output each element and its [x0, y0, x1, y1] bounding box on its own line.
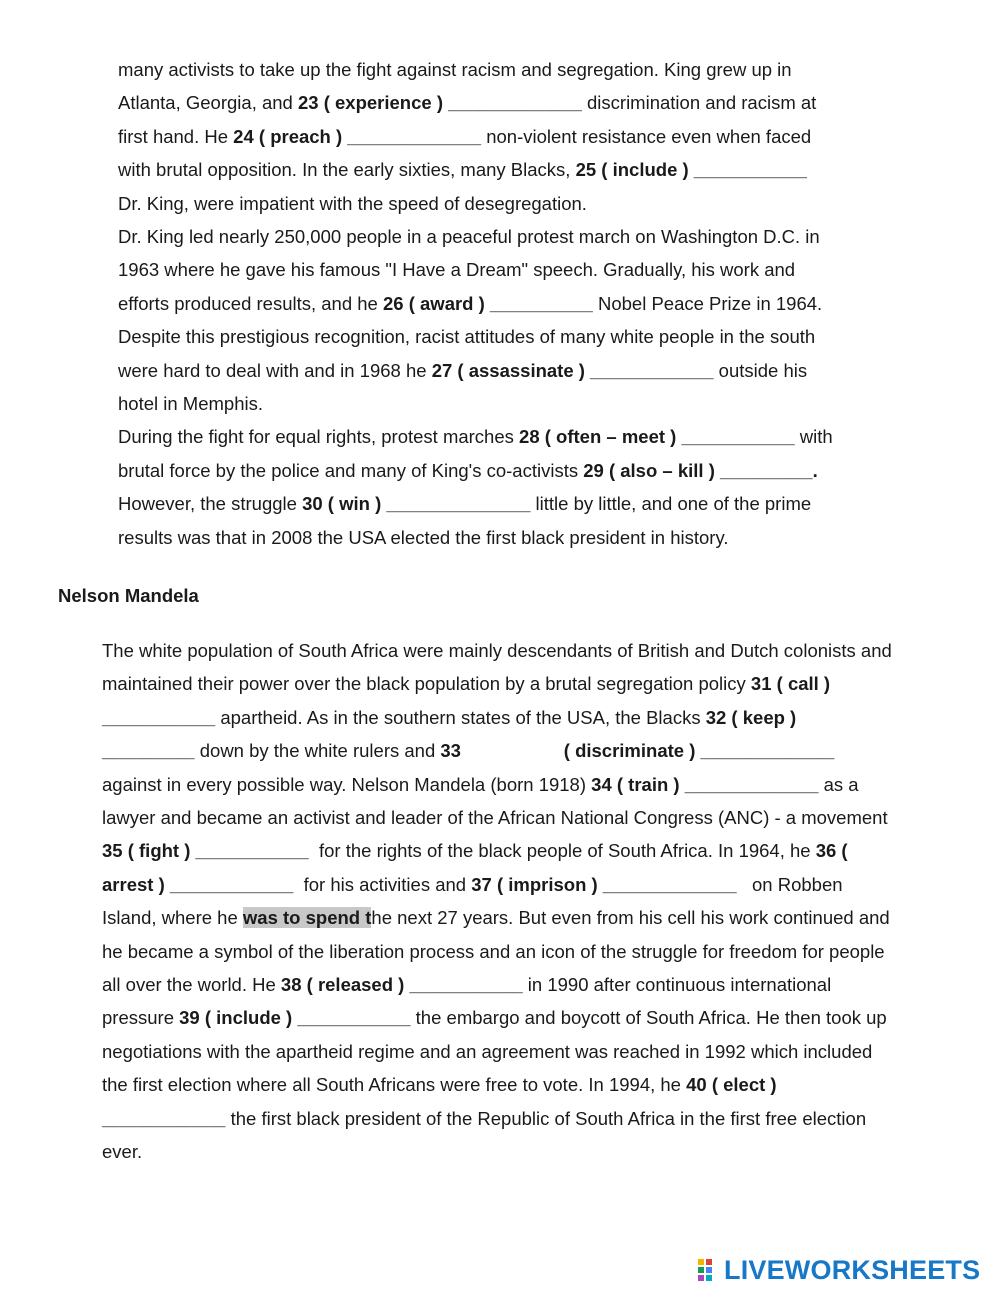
text-line: [102, 667, 830, 700]
blank-prompt: 35 ( fight ) ___________: [102, 840, 309, 862]
text-line: [102, 1068, 777, 1101]
text-line: [118, 53, 792, 86]
text-line: [118, 86, 816, 119]
blank-prompt: 39 ( include ) ___________: [179, 1007, 411, 1029]
text-line: [118, 253, 795, 286]
text-line: [102, 1001, 887, 1034]
blank-prompt: _________: [102, 740, 195, 762]
text-segment: apartheid. As in the southern states of the USA, the Blacks: [215, 706, 706, 728]
text-segment: The white population of South Africa were mainly descendants of British and Dutch colonists and: [102, 640, 892, 661]
text-line: [118, 420, 833, 453]
text-line: [118, 320, 815, 353]
text-line: [118, 187, 587, 220]
highlighted-text: was to spend t: [242, 907, 372, 929]
text-segment: many activists to take up the fight against racism and segregation. King grew up in: [118, 59, 792, 80]
text-segment: discrimination and racism at: [581, 92, 817, 114]
text-line: [118, 454, 818, 487]
text-segment: hotel in Memphis.: [118, 393, 263, 414]
text-segment: brutal force by the police and many of King's co-activists: [118, 459, 584, 481]
text-segment: 1963 where he gave his famous "I Have a Dream" speech. Gradually, his work and: [118, 259, 796, 281]
text-line: [102, 834, 848, 867]
blank-prompt: 33 ( discriminate ) _____________: [440, 740, 835, 762]
text-line: [102, 1035, 872, 1068]
liveworksheets-logo[interactable]: [698, 1255, 980, 1285]
blank-prompt: 27 ( assassinate ) ____________: [431, 359, 714, 381]
blank-prompt: 38 ( released ) ___________: [280, 974, 523, 995]
blank-prompt: 24 ( preach ) _____________: [233, 125, 482, 147]
text-segment: outside his: [713, 359, 808, 381]
text-segment: negotiations with the apartheid regime and an agreement was reached in 1992 which included: [102, 1040, 873, 1062]
text-segment: lawyer and became an activist and leader of the African National Congress (ANC) - a movement: [102, 807, 888, 828]
blank-prompt: 37 ( imprison ) _____________: [471, 873, 737, 895]
text-line: [118, 153, 807, 186]
text-segment: Despite this prestigious recognition, racist attitudes of many white people in the south: [118, 326, 816, 348]
blank-prompt: 26 ( award ) __________: [383, 292, 593, 314]
blank-prompt: 40 ( elect ): [686, 1074, 777, 1096]
text-segment: on Robben: [736, 873, 843, 895]
text-segment: first hand. He: [118, 125, 234, 147]
text-segment: the first election where all South Africans were free to vote. In 1994, he: [102, 1074, 687, 1096]
text-line: [118, 387, 263, 420]
blank-prompt: 31 ( call ): [750, 673, 831, 695]
blank-prompt: ____________: [102, 1107, 226, 1129]
text-line: [102, 768, 859, 801]
text-line: [118, 220, 820, 253]
text-segment: non-violent resistance even when faced: [481, 125, 812, 147]
text-line: [118, 487, 811, 520]
text-segment: all over the world. He: [102, 974, 281, 995]
text-line: [102, 634, 892, 667]
text-line: [102, 968, 831, 1001]
blank-prompt: 28 ( often – meet ) ___________: [519, 426, 795, 448]
text-segment: Island, where he: [102, 907, 243, 929]
text-segment: pressure: [102, 1007, 180, 1029]
text-line: [102, 1135, 142, 1168]
blank-prompt: 32 ( keep ): [705, 706, 797, 728]
text-segment: maintained their power over the black population by a brutal segregation policy: [102, 673, 751, 695]
text-line: [102, 868, 843, 901]
blank-prompt: 23 ( experience ) _____________: [297, 92, 582, 114]
blank-prompt: 34 ( train ) _____________: [591, 773, 819, 795]
text-segment: with: [794, 426, 833, 448]
text-segment: the first black president of the Republic of South Africa in the first free election: [225, 1107, 867, 1129]
text-segment: the embargo and boycott of South Africa. He then took up: [410, 1007, 887, 1029]
text-line: [102, 701, 796, 734]
text-line: [118, 120, 811, 153]
section-heading: Nelson Mandela: [58, 585, 199, 606]
text-segment: Nobel Peace Prize in 1964.: [592, 292, 823, 314]
text-line: [102, 901, 890, 934]
text-line: [102, 935, 885, 968]
text-line: [102, 1102, 866, 1135]
text-line: [102, 801, 888, 834]
text-segment: down by the white rulers and: [194, 740, 441, 762]
text-segment: against in every possible way. Nelson Mandela (born 1918): [102, 773, 592, 795]
text-segment: in 1990 after continuous international: [522, 974, 832, 995]
text-segment: were hard to deal with and in 1968 he: [118, 359, 432, 381]
text-segment: as a: [818, 773, 859, 795]
text-segment: Atlanta, Georgia, and: [118, 92, 298, 114]
blank-prompt: 25 ( include ) ___________: [575, 159, 807, 181]
text-segment: with brutal opposition. In the early sixties, many Blacks,: [118, 159, 576, 181]
text-segment: Dr. King led nearly 250,000 people in a peaceful protest march on Washington D.C. in: [118, 226, 820, 247]
text-segment: However, the struggle: [118, 493, 303, 515]
text-segment: Dr. King, were impatient with the speed of desegregation.: [118, 192, 587, 214]
blank-prompt: 29 ( also – kill ) _________.: [583, 459, 818, 481]
text-line: [118, 287, 822, 320]
text-line: [118, 521, 728, 554]
blank-prompt: 30 ( win ) ______________: [302, 493, 531, 515]
liveworksheets-logo-text: LIVEWORKSHEETS: [724, 1254, 981, 1285]
liveworksheets-logo-icon: [698, 1259, 720, 1281]
text-segment: he next 27 years. But even from his cell his work continued and: [371, 907, 890, 929]
text-line: [118, 354, 807, 387]
text-segment: ever.: [102, 1141, 143, 1162]
text-segment: for his activities and: [293, 873, 472, 895]
text-segment: he became a symbol of the liberation process and an icon of the struggle for freedom for people: [102, 940, 885, 962]
text-segment: efforts produced results, and he: [118, 292, 383, 314]
text-segment: little by little, and one of the prime: [530, 493, 812, 515]
blank-prompt: arrest ) ____________: [102, 873, 294, 895]
blank-prompt: ___________: [102, 706, 216, 728]
text-segment: for the rights of the black people of South Africa. In 1964, he: [308, 840, 816, 862]
text-segment: During the fight for equal rights, protest marches: [118, 426, 520, 448]
text-line: [102, 734, 834, 767]
text-segment: results was that in 2008 the USA elected the first black president in history.: [118, 526, 729, 548]
blank-prompt: 36 (: [815, 840, 848, 862]
